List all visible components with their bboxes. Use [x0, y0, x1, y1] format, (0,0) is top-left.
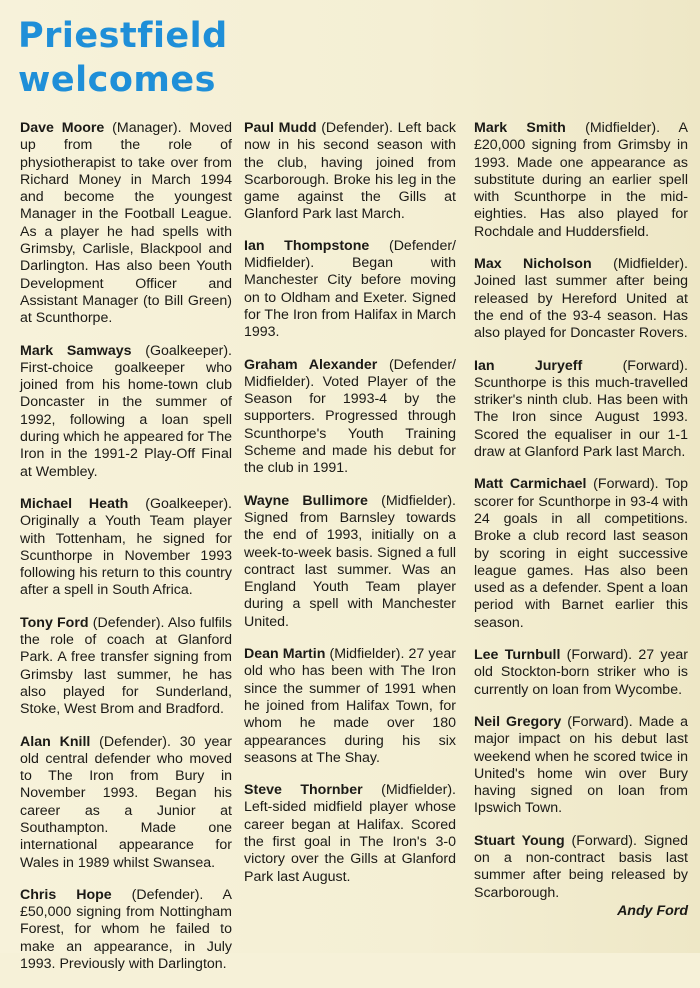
player-name: Ian Juryeff	[474, 357, 583, 374]
player-text: (Goalkeeper). Originally a Youth Team player with Tottenham, he signed for Scunthorpe in November 1993 following his return to this country after a spell in South Africa.	[20, 495, 232, 599]
player-bio	[244, 357, 456, 478]
player-bio	[20, 734, 232, 872]
player-name: Max Nicholson	[474, 256, 592, 273]
player-name: Mark Smith	[474, 120, 566, 136]
player-name: Mark Samways	[20, 342, 132, 359]
page-title	[18, 14, 228, 102]
player-text: (Midfielder). Signed from Barnsley towards the end of 1993, initially on a week-to-week basis. Signed a full contract last summer. Was an England Youth Team player during a spell with Manchester United.	[244, 492, 456, 630]
player-bio	[244, 782, 456, 886]
player-text: (Defender). 30 year old central defender who moved to The Iron from Bury in November 1993. Began his career as a Junior at Southampton. Made one international appearance for Wales in 1989 whilst Swansea.	[20, 733, 232, 871]
player-text: (Defender). Left back now in his second season with the club, having joined from Scarborough. Broke his leg in the game against the Gills at Glanford Park last March.	[244, 120, 456, 223]
player-name: Wayne Bullimore	[244, 492, 368, 509]
player-name: Dave Moore	[20, 120, 105, 136]
player-text: (Forward). Top scorer for Scunthorpe in 93-4 with 24 goals in all competitions. Broke a club record last season by scoring in eight successive league games. Has also been used as a defender. Spent a loan period with Barnet earlier this season.	[474, 476, 688, 631]
player-bio	[20, 615, 232, 719]
player-text: (Forward). 27 year old Stockton-born striker who is currently on loan from Wycombe.	[474, 647, 688, 698]
player-text: (Defender). Also fulfils the role of coach at Glanford Park. A free transfer signing from Grimsby last summer, he has also played for Sunderland, Stoke, West Brom and Bradford.	[20, 614, 232, 718]
player-bio	[20, 496, 232, 600]
player-text: (Manager). Moved up from the role of physiotherapist to take over from Richard Money in March 1994 and become the youngest Manager in the Football League. As a player he had spells with Grimsby, Carlisle, Blackpool and Darlington. Has also been Youth Development Officer and Assistant Manager (to Bill Green) at Scunthorpe.	[20, 120, 232, 327]
player-name: Lee Turnbull	[474, 647, 561, 664]
player-text: (Midfielder). 27 year old who has been with The Iron since the summer of 1991 when he joined from Halifax Town, for whom he made over 180 appearances during his six seasons at The Shay.	[244, 646, 456, 766]
player-bio	[244, 646, 456, 767]
player-name: Dean Martin	[244, 646, 326, 663]
player-text: (Defender/ Midfielder). Began with Manchester City before moving on to Oldham and Exeter. Signed for The Iron from Halifax in March 1993.	[244, 237, 456, 341]
player-name: Alan Knill	[20, 733, 91, 750]
player-text: (Midfielder). Joined last summer after being released by Hereford United at the end of the 93-4 season. Has also played for Doncaster Rovers.	[474, 256, 688, 342]
column-3	[474, 120, 688, 920]
player-text: (Defender). A £50,000 signing from Nottingham Forest, for whom he failed to make an appearance, in July 1993. Previously with Darlington.	[20, 886, 232, 973]
player-name: Matt Carmichael	[474, 476, 587, 493]
author-byline: Andy Ford	[617, 902, 688, 919]
player-name: Michael Heath	[20, 495, 129, 512]
player-name: Stuart Young	[474, 832, 565, 849]
player-bio	[244, 238, 456, 342]
title-line-1: Priestfield	[18, 16, 228, 56]
player-text: (Defender/ Midfielder). Voted Player of the Season for 1993-4 by the supporters. Progressed through Scunthorpe's Youth Training Scheme and made his debut for the club in 1991.	[244, 356, 456, 477]
player-bio	[244, 493, 456, 631]
player-bio	[20, 343, 232, 481]
player-bio	[244, 120, 456, 224]
player-text: (Midfielder). A £20,000 signing from Grimsby in 1993. Made one appearance as substitute during an earlier spell with Scunthorpe in the mid-eighties. Has also played for Rochdale and Huddersfield.	[474, 120, 688, 240]
player-bio	[474, 358, 688, 462]
player-name: Chris Hope	[20, 886, 112, 903]
player-bio	[474, 833, 688, 902]
player-name: Steve Thornber	[244, 782, 363, 799]
column-2	[244, 120, 456, 901]
player-text: (Forward). Signed on a non-contract basis last summer after being released by Scarborough.	[474, 832, 688, 901]
player-bio	[474, 120, 688, 241]
player-name: Graham Alexander	[244, 356, 378, 373]
player-text: (Goalkeeper). First-choice goalkeeper who joined from his home-town club Doncaster in the summer of 1992, following a loan spell during which he appeared for The Iron in the 1991-2 Play-Off Final at Wembley.	[20, 342, 232, 480]
player-name: Paul Mudd	[244, 120, 317, 136]
player-bio	[474, 714, 688, 818]
title-line-2: welcomes	[18, 60, 216, 100]
player-bio	[474, 647, 688, 699]
player-text: (Midfielder). Left-sided midfield player whose career began at Halifax. Scored the first goal in The Iron's 3-0 victory over the Gills at Glanford Park last August.	[244, 782, 456, 885]
player-text: (Forward). Made a major impact on his debut last weekend when he scored twice in United's home win over Bury having signed on loan from Ipswich Town.	[474, 713, 688, 817]
player-bio	[474, 476, 688, 632]
player-bio	[474, 256, 688, 342]
player-bio	[20, 887, 232, 973]
player-name: Ian Thompstone	[244, 237, 370, 254]
player-bio	[20, 120, 232, 328]
player-name: Neil Gregory	[474, 713, 562, 730]
column-1	[20, 120, 232, 988]
player-name: Tony Ford	[20, 614, 89, 631]
player-text: (Forward). Scunthorpe is this much-travelled striker's ninth club. Has been with The Iron since August 1993. Scored the equaliser in our 1-1 draw at Glanford Park last March.	[474, 357, 688, 461]
